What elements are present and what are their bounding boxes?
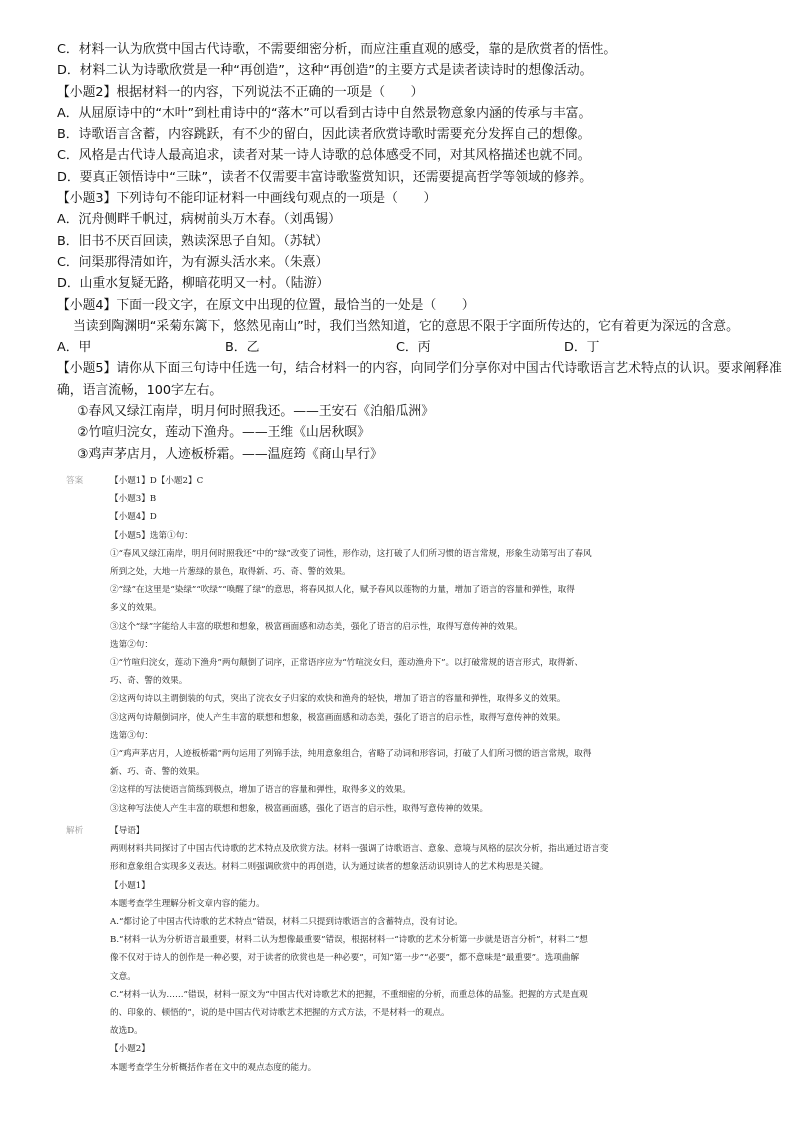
q5-poem-1: ①春风又绿江南岸，明月何时照我还。——王安石《泊船瓜洲》 bbox=[77, 404, 434, 420]
q4-option-a: A．甲 bbox=[57, 340, 92, 356]
analysis-line: 的、印象的、顿悟的”，说的是中国古代对诗歌艺术把握的方式方法，不是材料一的观点。 bbox=[110, 1008, 450, 1019]
q4-option-b: B．乙 bbox=[225, 340, 260, 356]
answer-line: ③这两句诗颠倒词序，使人产生丰富的联想和想象，极富画面感和动态美，强化了语言的启示性，取得写意传神的效果。 bbox=[110, 712, 566, 723]
answer-line: ③这个“绿”字能给人丰富的联想和想象，极富画面感和动态美，强化了语言的启示性，取得写意传神的效果。 bbox=[110, 621, 523, 632]
q4-option-d: D．丁 bbox=[564, 340, 600, 356]
answer-line: 所到之处，大地一片葱绿的景色，取得新、巧、奇、警的效果。 bbox=[110, 567, 351, 578]
q5-poem-2: ②竹喧归浣女，莲动下渔舟。——王维《山居秋暝》 bbox=[77, 425, 371, 441]
answer-label: 答案 bbox=[66, 476, 84, 486]
q4-stem: 【小题4】下面一段文字，在原文中出现的位置，最恰当的一处是（ ） bbox=[57, 297, 475, 313]
analysis-line: B.“材料一认为分析语言最重要，材料二认为想像最重要”错误，根据材料一“诗歌的艺术分析第一步就是语言分析”，材料二“想 bbox=[110, 935, 588, 946]
q3-option-b: B．旧书不厌百回读，熟读深思子自知。（苏轼） bbox=[57, 233, 329, 249]
answer-line: 选第③句： bbox=[110, 730, 153, 741]
answer-line: 【小题5】选第①句： bbox=[110, 530, 193, 541]
q4-options bbox=[57, 337, 758, 358]
answer-line: ③这种写法使人产生丰富的联想和想象，极富画面感，强化了语言的启示性，取得写意传神的效果。 bbox=[110, 803, 489, 814]
q3-option-c: C．问渠那得清如许，为有源头活水来。（朱熹） bbox=[57, 254, 329, 270]
question-section bbox=[57, 39, 782, 465]
analysis-label: 解析 bbox=[66, 826, 84, 836]
analysis-line: 本题考查学生分析概括作者在文中的观点态度的能力。 bbox=[110, 1062, 317, 1073]
analysis-line: 像不仅对于诗人的创作是一种必要，对于读者的欣赏也是一种必要”，可知“第一步”“必要”，都不意味是“最重要”。选项曲解 bbox=[110, 953, 580, 964]
q5-poem-3: ③鸡声茅店月，人迹板桥霜。——温庭筠《商山早行》 bbox=[77, 446, 383, 462]
q2-option-c: C．风格是古代诗人最高追求，读者对某一诗人诗歌的总体感受不同，对其风格描述也就不同。 bbox=[57, 148, 591, 164]
q1-option-c: C．材料一认为欣赏中国古代诗歌，不需要细密分析，而应注重直观的感受，靠的是欣赏者的悟性。 bbox=[57, 42, 617, 57]
analysis-line: A.“都讨论了中国古代诗歌的艺术特点”错误，材料二只提到诗歌语言的含蓄特点，没有讨论。 bbox=[110, 917, 463, 928]
analysis-line: 两则材料共同探讨了中国古代诗歌的艺术特点及欣赏方法。材料一强调了诗歌语言、意象、意境与风格的层次分析，指出通过语言变 bbox=[110, 844, 609, 855]
answer-line: 巧、奇、警的效果。 bbox=[110, 676, 188, 687]
q2-option-b: B．诗歌语言含蓄，内容跳跃，有不少的留白，因此读者欣赏诗歌时需要充分发挥自己的想像。 bbox=[57, 127, 591, 143]
analysis-line: C.“材料一认为……”错误，材料一原文为“中国古代对诗歌艺术的把握，不重细密的分析，而重总体的品鉴。把握的方式是直观 bbox=[110, 989, 588, 1000]
analysis-line: 本题考查学生理解分析文章内容的能力。 bbox=[110, 898, 265, 909]
q5-stem-line2: 确，语言流畅，100字左右。 bbox=[57, 382, 223, 398]
answer-line: ②“绿”在这里是“染绿”“吹绿”“唤醒了绿”的意思，将春风拟人化，赋予春风以莲物的力量，增加了语言的容量和弹性，取得 bbox=[110, 585, 575, 596]
analysis-line: 【小题2】 bbox=[110, 1044, 150, 1055]
answer-line: 【小题1】D【小题2】C bbox=[110, 476, 204, 486]
analysis-section bbox=[66, 822, 754, 1077]
q4-option-c: C．丙 bbox=[396, 340, 431, 356]
answer-line: 【小题3】B bbox=[110, 494, 157, 505]
q2-option-a: A．从屈原诗中的“木叶”到杜甫诗中的“落木”可以看到古诗中自然景物意象内涵的传承与丰富。 bbox=[57, 105, 592, 121]
answer-line: ①“竹喧归浣女，莲动下渔舟”两句颠倒了词序，正常语序应为“竹喧浣女归，莲动渔舟下”。以打破常规的语言形式，取得新、 bbox=[110, 658, 584, 669]
q4-passage: 当读到陶渊明“采菊东篱下，悠然见南山”时，我们当然知道，它的意思不限于字面所传达的，它有着更为深远的含意。 bbox=[73, 318, 739, 334]
analysis-line: 【小题1】 bbox=[110, 880, 150, 891]
q2-option-d: D．要真正领悟诗中“三昧”，读者不仅需要丰富诗歌鉴赏知识，还需要提高哲学等领域的修养。 bbox=[57, 169, 592, 185]
answer-line: ①“春风又绿江南岸，明月何时照我还”中的“绿”改变了词性，形作动，这打破了人们所习惯的语言常规，形象生动第写出了春风 bbox=[110, 548, 592, 559]
analysis-line: 【导语】 bbox=[110, 826, 145, 836]
analysis-line: 形和意象组合实现多义表达。材料二则强调欣赏中的再创造，认为通过读者的想象活动识别诗人的艺术构思是关键。 bbox=[110, 862, 549, 873]
answer-line: 新、巧、奇、警的效果。 bbox=[110, 767, 205, 778]
analysis-body bbox=[110, 822, 754, 1077]
q2-stem: 【小题2】根据材料一的内容，下列说法不正确的一项是（ ） bbox=[57, 84, 424, 100]
answer-body bbox=[110, 472, 754, 818]
q3-option-d: D．山重水复疑无路，柳暗花明又一村。（陆游） bbox=[57, 276, 330, 292]
analysis-line: 文意。 bbox=[110, 971, 136, 982]
answer-line: ②这样的写法使语言简练到极点，增加了语言的容量和弹性，取得多义的效果。 bbox=[110, 785, 411, 796]
q3-option-a: A．沉舟侧畔千帆过，病树前头万木春。（刘禹锡） bbox=[57, 212, 341, 228]
answer-line: ①“鸡声茅店月，人迹板桥霜”两句运用了列锦手法，纯用意象组合，省略了动词和形容词，打破了人们所习惯的语言常规，取得 bbox=[110, 749, 592, 760]
q1-option-d: D．材料二认为诗歌欣赏是一种“再创造”，这种“再创造”的主要方式是读者读诗时的想像活动。 bbox=[57, 63, 593, 79]
q5-stem-line1: 【小题5】请你从下面三句诗中任选一句，结合材料一的内容，向同学们分享你对中国古代诗歌语言艺术特点的认识。要求阐释准 bbox=[57, 361, 782, 377]
answer-line: ②这两句诗以主谓倒装的句式，突出了浣衣女子归家的欢快和渔舟的轻快，增加了语言的容量和弹性，取得多义的效果。 bbox=[110, 694, 566, 705]
answer-section bbox=[66, 472, 754, 818]
answer-line: 【小题4】D bbox=[110, 512, 157, 523]
answer-line: 选第②句： bbox=[110, 639, 153, 650]
q3-stem: 【小题3】下列诗句不能印证材料一中画线句观点的一项是（ ） bbox=[57, 191, 437, 207]
analysis-line: 故选D。 bbox=[110, 1026, 143, 1037]
answer-line: 多义的效果。 bbox=[110, 603, 162, 614]
